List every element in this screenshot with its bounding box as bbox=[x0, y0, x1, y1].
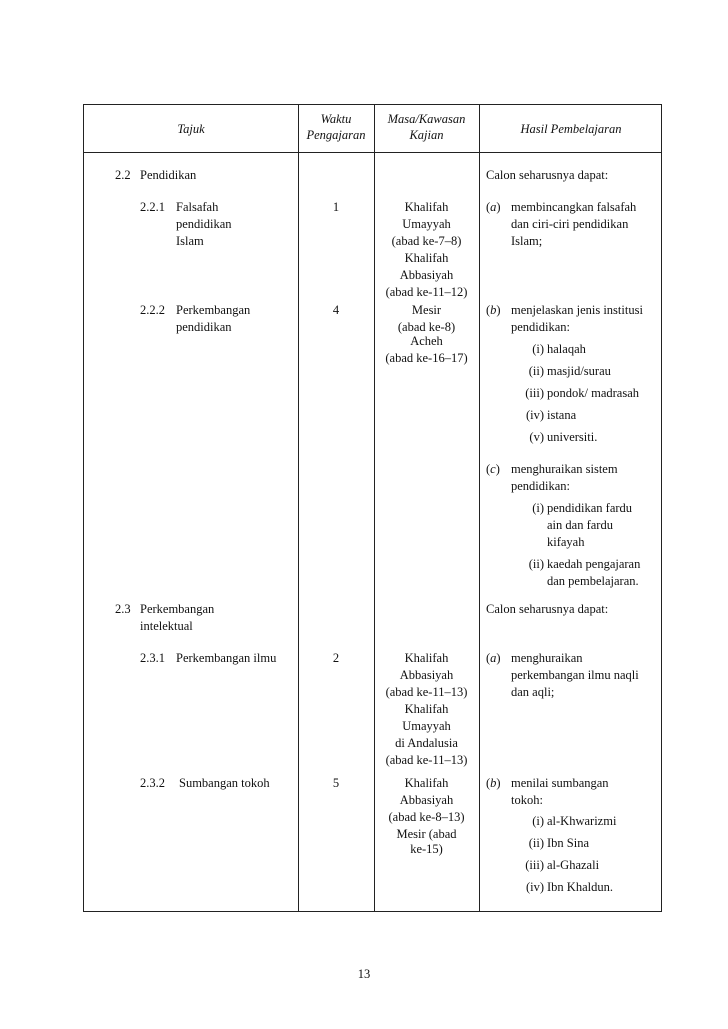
masa-line: (abad ke-11–13) bbox=[385, 685, 468, 699]
topic-title: Sumbangan tokoh bbox=[179, 776, 270, 790]
sub-item-number: (iii) bbox=[525, 386, 544, 400]
sub-item-text-line: pendidikan fardu bbox=[547, 501, 633, 515]
outcome-letter-char: c bbox=[490, 462, 496, 476]
waktu-value: 1 bbox=[332, 200, 340, 214]
masa-line: di Andalusia bbox=[395, 736, 458, 750]
header-waktu-line1: Waktu bbox=[320, 112, 352, 126]
outcome-text-line: menjelaskan jenis institusi bbox=[511, 303, 643, 317]
topic-number: 2.3.2 bbox=[140, 776, 165, 790]
outcome-text-line: menghuraikan sistem bbox=[511, 462, 618, 476]
masa-line: Mesir (abad bbox=[396, 827, 457, 841]
masa-line: Abbasiyah bbox=[399, 668, 454, 682]
outcome-text-line: membincangkan falsafah bbox=[511, 200, 637, 214]
sub-item-text-line: kifayah bbox=[547, 535, 585, 549]
sub-item-text: istana bbox=[547, 408, 577, 422]
sub-item-number: (iv) bbox=[525, 408, 544, 422]
sub-item-text: halaqah bbox=[547, 342, 586, 356]
outcome-letter: (c) bbox=[486, 462, 500, 476]
topic-number: 2.2.2 bbox=[140, 303, 165, 317]
sub-item-number: (iii) bbox=[525, 858, 544, 872]
outcome-letter-char: a bbox=[490, 200, 497, 214]
sub-item-number: (i) bbox=[532, 814, 544, 828]
outcome-text-line: menghuraikan bbox=[511, 651, 583, 665]
sub-item-number: (iv) bbox=[525, 880, 544, 894]
sub-item-text: Ibn Khaldun. bbox=[547, 880, 613, 894]
masa-line: ke-15) bbox=[410, 842, 443, 856]
sub-item-text: al-Khwarizmi bbox=[547, 814, 617, 828]
outcome-letter-char: a bbox=[490, 651, 497, 665]
sub-item-number: (ii) bbox=[528, 557, 544, 571]
waktu-value: 5 bbox=[332, 776, 340, 790]
masa-line: Khalifah bbox=[404, 651, 449, 665]
sub-item-text: masjid/surau bbox=[547, 364, 611, 378]
header-divider bbox=[84, 152, 661, 153]
outcome-letter: (a) bbox=[486, 200, 501, 214]
masa-line: (abad ke-7–8) bbox=[391, 234, 462, 248]
masa-line: Acheh bbox=[410, 334, 443, 348]
outcome-letter-char: b bbox=[490, 303, 497, 317]
masa-line: Abbasiyah bbox=[399, 268, 454, 282]
masa-line: Khalifah bbox=[404, 251, 449, 265]
topic-title-line: pendidikan bbox=[176, 320, 232, 334]
outcome-text-line: perkembangan ilmu naqli bbox=[511, 668, 639, 682]
sub-item-number: (i) bbox=[532, 501, 544, 515]
sub-item-text: al-Ghazali bbox=[547, 858, 600, 872]
outcome-text-line: pendidikan: bbox=[511, 479, 571, 493]
topic-number: 2.3.1 bbox=[140, 651, 165, 665]
topic-title-line: Falsafah bbox=[176, 200, 219, 214]
calon-text: Calon seharusnya dapat: bbox=[486, 602, 609, 616]
masa-line: Khalifah bbox=[404, 776, 449, 790]
masa-line: Khalifah bbox=[404, 702, 449, 716]
masa-line: Abbasiyah bbox=[399, 793, 454, 807]
page-number: 13 bbox=[357, 967, 371, 981]
topic-title-line: Islam bbox=[176, 234, 204, 248]
masa-line: Mesir bbox=[411, 303, 442, 317]
topic-title: Perkembangan ilmu bbox=[176, 651, 277, 665]
outcome-letter: (b) bbox=[486, 303, 501, 317]
sub-item-number: (ii) bbox=[528, 364, 544, 378]
outcome-text-line: menilai sumbangan bbox=[511, 776, 609, 790]
section-title-line: intelektual bbox=[140, 619, 193, 633]
syllabus-table bbox=[83, 104, 662, 912]
sub-item-text-line: dan pembelajaran. bbox=[547, 574, 639, 588]
topic-title-line: Perkembangan bbox=[176, 303, 251, 317]
topic-title-line: pendidikan bbox=[176, 217, 232, 231]
header-masa-line1: Masa/Kawasan bbox=[387, 112, 466, 126]
outcome-letter: (b) bbox=[486, 776, 501, 790]
section-number: 2.2 bbox=[115, 168, 131, 182]
masa-line: (abad ke-16–17) bbox=[385, 351, 468, 365]
outcome-text-line: dan ciri-ciri pendidikan bbox=[511, 217, 629, 231]
masa-line: Umayyah bbox=[402, 719, 451, 733]
header-hasil: Hasil Pembelajaran bbox=[520, 122, 622, 136]
calon-text: Calon seharusnya dapat: bbox=[486, 168, 609, 182]
masa-line: Khalifah bbox=[404, 200, 449, 214]
sub-item-text-line: kaedah pengajaran bbox=[547, 557, 641, 571]
masa-line: (abad ke-8) bbox=[397, 320, 456, 334]
outcome-letter-char: b bbox=[490, 776, 497, 790]
header-tajuk: Tajuk bbox=[177, 122, 205, 136]
column-divider bbox=[479, 105, 480, 911]
section-title: Pendidikan bbox=[140, 168, 197, 182]
topic-number: 2.2.1 bbox=[140, 200, 165, 214]
sub-item-number: (v) bbox=[529, 430, 544, 444]
outcome-text-line: tokoh: bbox=[511, 793, 543, 807]
section-title-line: Perkembangan bbox=[140, 602, 215, 616]
outcome-letter: (a) bbox=[486, 651, 501, 665]
masa-line: (abad ke-8–13) bbox=[388, 810, 465, 824]
outcome-text-line: dan aqli; bbox=[511, 685, 555, 699]
sub-item-text: pondok/ madrasah bbox=[547, 386, 639, 400]
sub-item-number: (i) bbox=[532, 342, 544, 356]
section-number: 2.3 bbox=[115, 602, 131, 616]
masa-line: (abad ke-11–12) bbox=[385, 285, 468, 299]
waktu-value: 2 bbox=[332, 651, 340, 665]
header-masa-line2: Kajian bbox=[409, 128, 444, 142]
sub-item-text-line: ain dan fardu bbox=[547, 518, 613, 532]
waktu-value: 4 bbox=[332, 303, 340, 317]
sub-item-text: Ibn Sina bbox=[547, 836, 590, 850]
header-waktu-line2: Pengajaran bbox=[306, 128, 366, 142]
outcome-text-line: Islam; bbox=[511, 234, 543, 248]
sub-item-text: universiti. bbox=[547, 430, 598, 444]
masa-line: (abad ke-11–13) bbox=[385, 753, 468, 767]
outcome-text-line: pendidikan: bbox=[511, 320, 571, 334]
sub-item-number: (ii) bbox=[528, 836, 544, 850]
masa-line: Umayyah bbox=[402, 217, 451, 231]
